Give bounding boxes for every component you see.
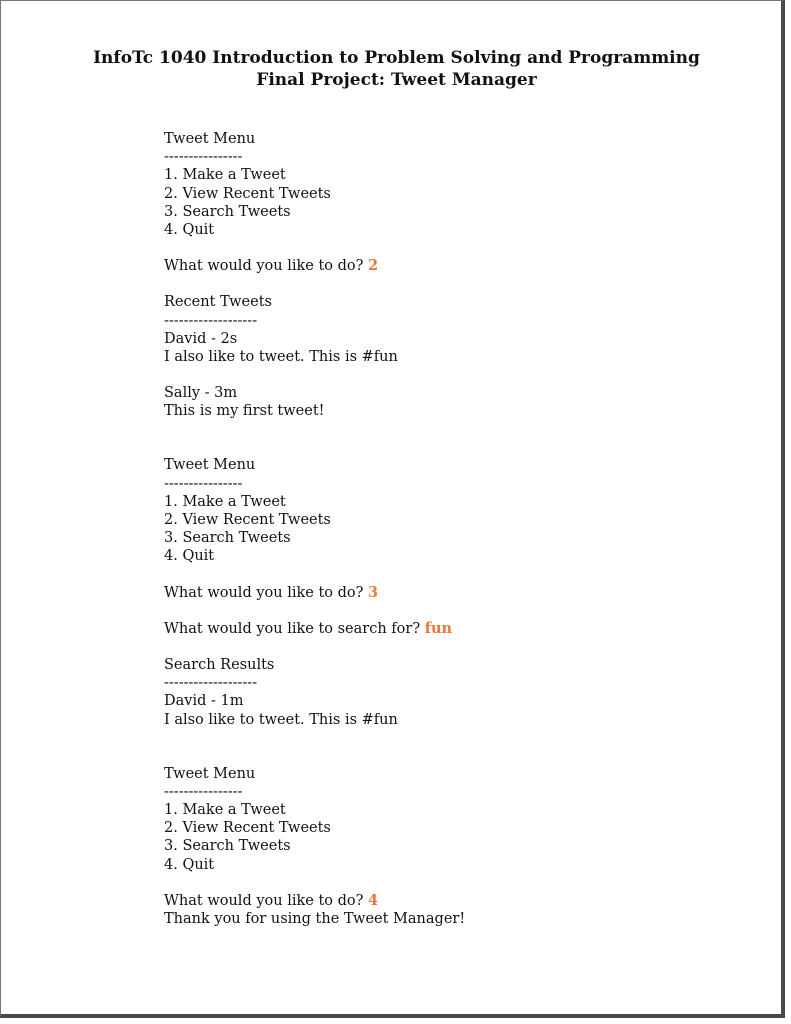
choice-prompt: What would you like to do? 3 [164, 583, 379, 601]
menu-heading: Tweet Menu [164, 765, 256, 782]
console-transcript [164, 130, 465, 928]
tweet-text: I also like to tweet. This is #fun [164, 711, 398, 728]
choice-prompt: What would you like to do? 2 [164, 257, 379, 275]
document-title [1, 47, 791, 91]
menu-option: 4. Quit [164, 221, 215, 238]
results-heading: Search Results [164, 656, 275, 673]
tweet-menu-2 [164, 456, 465, 565]
menu-divider: ---------------- [164, 783, 243, 800]
title-line-2: Final Project: Tweet Manager [256, 70, 537, 90]
menu-option: 4. Quit [164, 548, 215, 565]
tweet-menu-3 [164, 765, 465, 874]
tweet-meta: Sally - 3m [164, 385, 238, 402]
tweet-text: I also like to tweet. This is #fun [164, 348, 398, 365]
user-choice: 2 [368, 257, 379, 275]
menu-option: 1. Make a Tweet [164, 802, 286, 819]
title-line-1: InfoTc 1040 Introduction to Problem Solving and Programming [93, 48, 700, 68]
search-results-section [164, 656, 465, 729]
tweet-meta: David - 2s [164, 330, 238, 347]
menu-option: 3. Search Tweets [164, 203, 291, 220]
menu-option: 1. Make a Tweet [164, 167, 286, 184]
menu-option: 2. View Recent Tweets [164, 820, 331, 837]
menu-divider: ---------------- [164, 475, 243, 492]
tweet-text: This is my first tweet! [164, 403, 325, 420]
menu-option: 3. Search Tweets [164, 838, 291, 855]
results-divider: ------------------- [164, 675, 258, 692]
menu-heading: Tweet Menu [164, 131, 256, 147]
farewell-message: Thank you for using the Tweet Manager! [164, 911, 466, 927]
menu-divider: ---------------- [164, 149, 243, 166]
tweet-meta: David - 1m [164, 693, 244, 710]
menu-option: 1. Make a Tweet [164, 493, 286, 510]
recent-tweets-section [164, 293, 465, 420]
user-choice: 3 [368, 583, 379, 601]
menu-option: 2. View Recent Tweets [164, 512, 331, 528]
choice-prompt: What would you like to do? 4 [164, 891, 379, 909]
user-choice: 4 [368, 891, 379, 909]
user-search-term: fun [424, 619, 453, 637]
menu-option: 2. View Recent Tweets [164, 185, 331, 202]
menu-option: 3. Search Tweets [164, 530, 291, 547]
results-divider: ------------------- [164, 312, 258, 329]
menu-heading: Tweet Menu [164, 457, 256, 474]
menu-option: 4. Quit [164, 856, 215, 873]
search-prompt: What would you like to search for? fun [164, 619, 453, 637]
results-heading: Recent Tweets [164, 294, 272, 311]
tweet-menu-1 [164, 130, 465, 239]
